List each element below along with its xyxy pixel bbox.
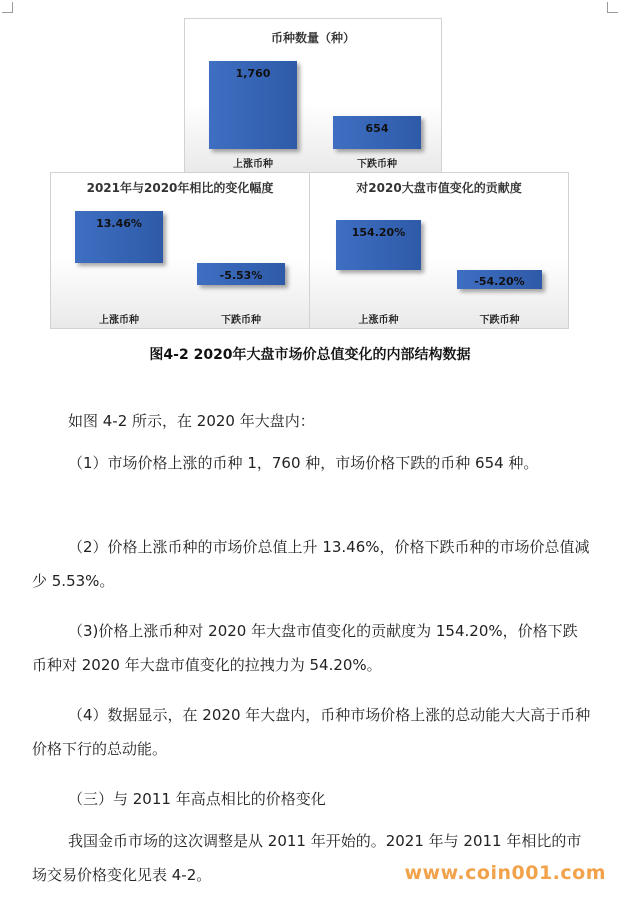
paragraph-item-1: （1）市场价格上涨的币种 1，760 种，市场价格下跌的币种 654 种。 [68,454,539,472]
chart-change-amplitude [50,172,310,329]
chart-title: 对2020大盘市值变化的贡献度 [356,181,522,195]
category-label-falling: 下跌币种 [357,159,397,170]
section-heading: （三）与 2011 年高点相比的价格变化 [68,790,326,808]
paragraph-intro: 如图 4-2 所示，在 2020 年大盘内： [68,412,315,430]
category-label-falling: 下跌币种 [221,315,261,326]
paragraph-item-3: （3)价格上涨币种对 2020 年大盘市值变化的贡献度为 154.20%，价格下跌币种对 2020 年大盘市值变化的拉拽力为 54.20%。 [32,622,578,674]
data-label-rising: 154.20% [351,226,406,239]
chart-title: 2021年与2020年相比的变化幅度 [86,181,274,195]
category-label-rising: 上涨币种 [233,159,273,170]
data-label-falling: -54.20% [474,275,525,288]
chart-title: 币种数量（种） [270,31,355,45]
chart-contribution [309,172,569,329]
data-label-rising: 1,760 [235,67,271,80]
paragraph-body: 我国金币市场的这次调整是从 2011 年开始的。2021 年与 2011 年相比的市场交易价格变化见表 4-2。 [32,832,582,884]
data-label-falling: 654 [365,122,389,135]
paragraph-item-4: （4）数据显示，在 2020 年大盘内，币种市场价格上涨的总动能大大高于币种价格下行的总动能。 [32,706,591,758]
data-label-falling: -5.53% [219,269,263,282]
category-label-rising: 上涨币种 [99,315,139,326]
page-corner-mark-right [607,2,618,13]
figure-caption: 图4-2 2020年大盘市场价总值变化的内部结构数据 [149,347,471,363]
data-label-rising: 13.46% [96,217,142,230]
chart-coin-count [184,18,442,174]
category-label-falling: 下跌币种 [479,315,520,326]
category-label-rising: 上涨币种 [358,315,399,326]
watermark: www.coin001.com [404,862,606,884]
paragraph-item-2: （2）价格上涨币种的市场价总值上升 13.46%，价格下跌币种的市场价总值减少 5.53%。 [32,538,590,590]
page-corner-mark-left [2,2,13,13]
